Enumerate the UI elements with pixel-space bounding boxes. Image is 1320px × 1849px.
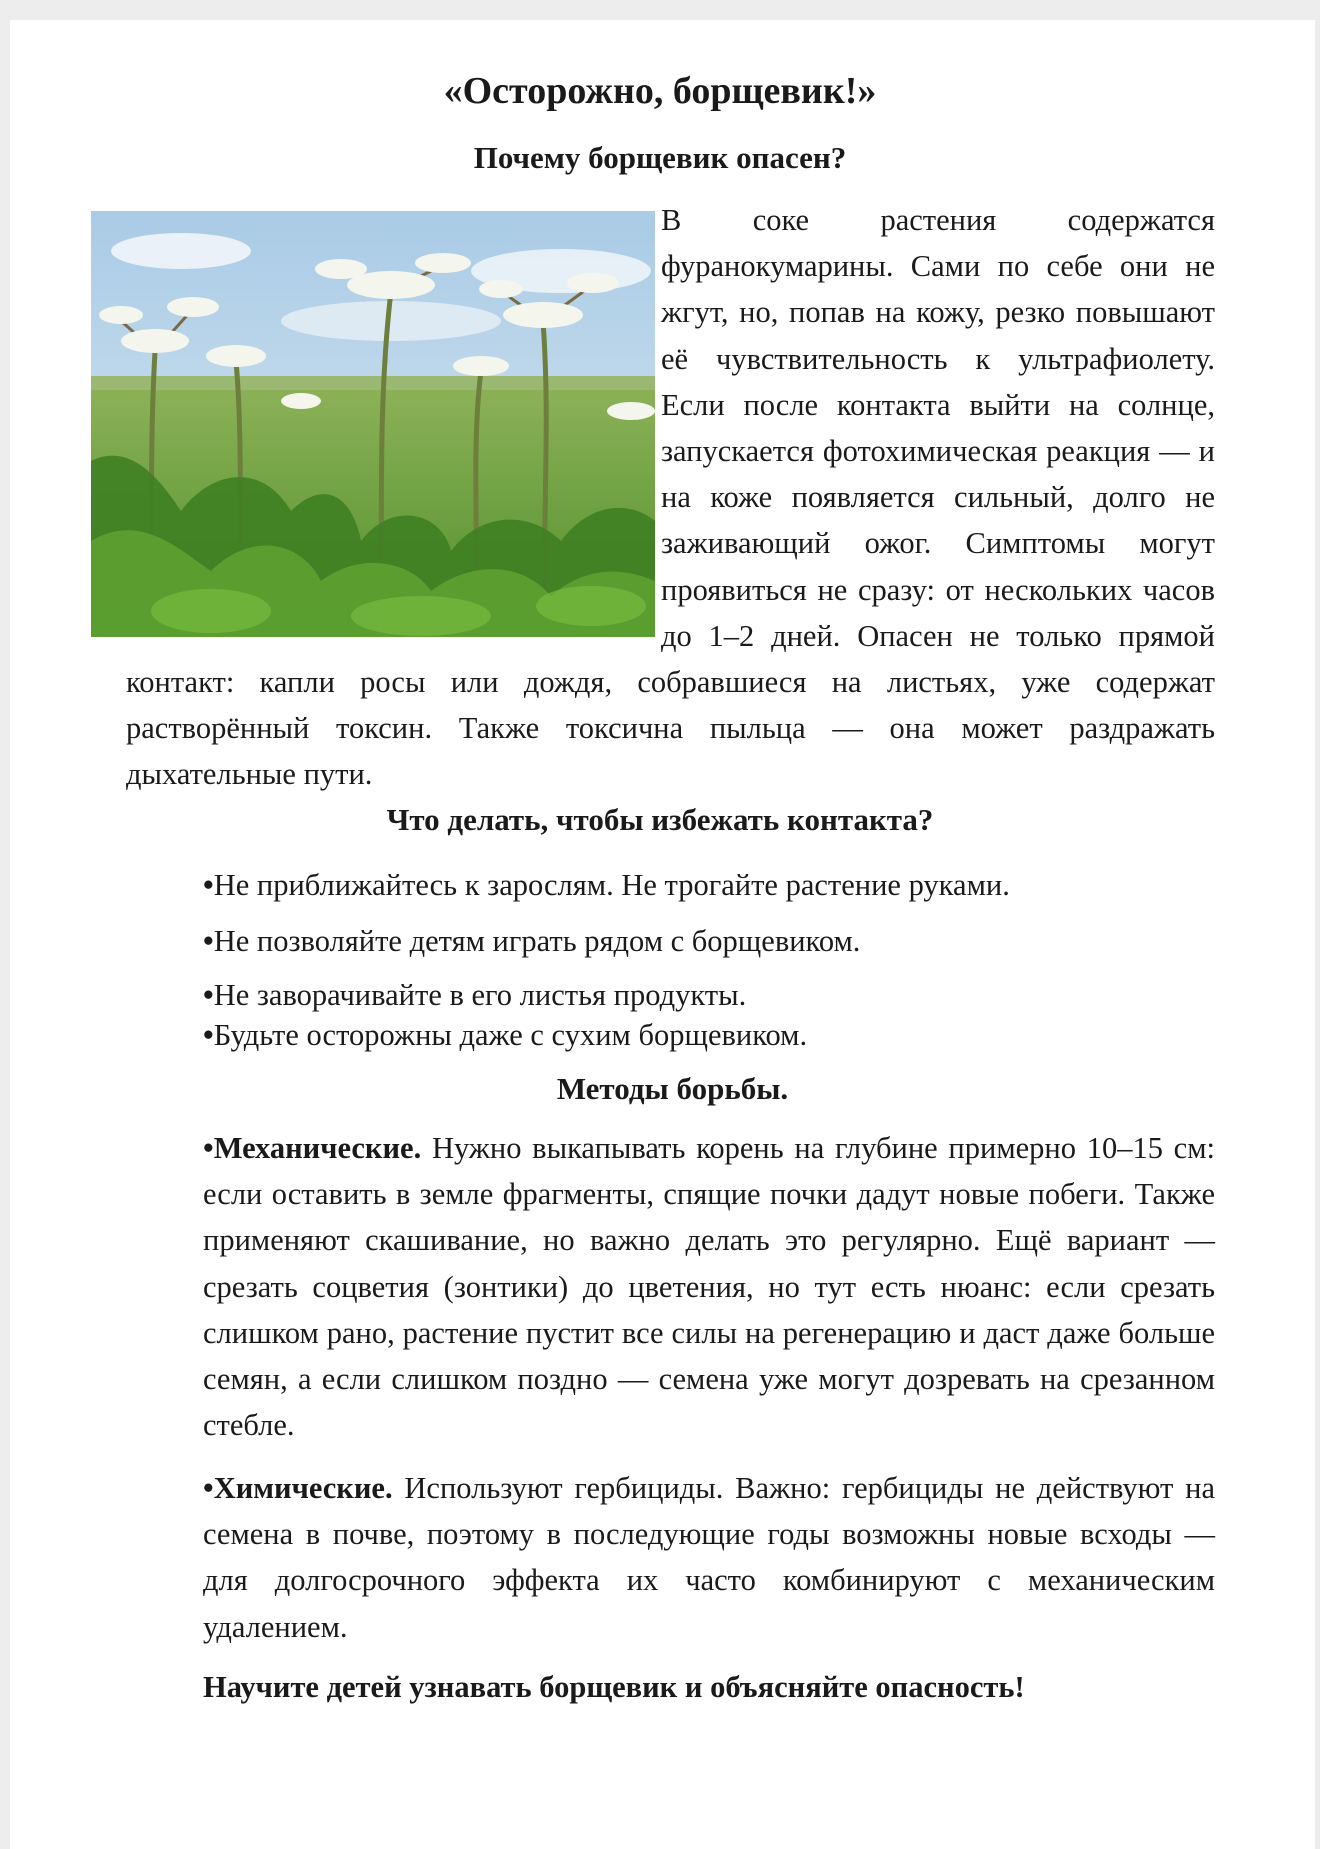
bullet-icon: • <box>203 1131 214 1165</box>
bullet-icon: • <box>203 1018 214 1052</box>
heading-avoid-contact: Что делать, чтобы избежать контакта? <box>386 802 934 837</box>
intro-paragraph <box>126 197 1215 798</box>
heading-why-dangerous: Почему борщевик опасен? <box>473 140 847 175</box>
method-mechanical-title: Механические. <box>213 1131 422 1165</box>
method-mechanical-text: Нужно выкапывать корень на глубине примерно 10–15 см: если оставить в земле фрагменты, спящие почки дадут новые побеги. Также применяют скашивание, но важно делать это регулярно. Ещё вариант — срезать соцветия (зонтики) до цветения, но тут есть нюанс: если срезать слишком рано, растение пустит все силы на регенерацию и даст даже больше семян, а если слишком поздно — семена уже могут дозревать на срезанном стебле. <box>203 1131 1215 1443</box>
bullet-icon: • <box>203 868 214 902</box>
bullet-icon: • <box>203 924 214 958</box>
heading-methods: Методы борьбы. <box>556 1071 789 1106</box>
document-title: «Осторожно, борщевик!» <box>443 70 877 112</box>
safety-tip <box>203 1012 1223 1058</box>
intro-text: В соке растения содержатся фуранокумарины. Сами по себе они не жгут, но, попав на кожу, резко повышают её чувствительность к ультрафиолету. Если после контакта выйти на солнце, запускается фотохимическая реакция — и на коже появляется сильный, долго не заживающий ожог. Симптомы могут проявиться не сразу: от нескольких часов до 1–2 дней. Опасен не только прямой контакт: капли росы или дождя, собравшиеся на листьях, уже содержат растворённый токсин. Также токсична пыльца — она может раздражать дыхательные пути. <box>126 203 1215 792</box>
method-chemical <box>203 1465 1215 1650</box>
bullet-icon: • <box>203 978 214 1012</box>
safety-tips-list <box>203 862 1223 1058</box>
bullet-icon: • <box>203 1471 214 1505</box>
method-mechanical <box>203 1125 1215 1448</box>
safety-tip <box>203 862 1223 908</box>
safety-tip-text: Не приближайтесь к зарослям. Не трогайте растение руками. <box>213 868 1010 902</box>
safety-tip <box>203 918 1223 964</box>
safety-tip-text: Не позволяйте детям играть рядом с борщевиком. <box>213 924 861 958</box>
method-chemical-title: Химические. <box>213 1471 393 1505</box>
closing-note: Научите детей узнавать борщевик и объясняйте опасность! <box>203 1670 1025 1704</box>
method-chemical-text: Используют гербициды. Важно: гербициды не действуют на семена в почве, поэтому в последующие годы возможны новые всходы — для долгосрочного эффекта их часто комбинируют с механическим удалением. <box>203 1471 1215 1644</box>
hogweed-photo <box>91 211 655 637</box>
safety-tip-text: Не заворачивайте в его листья продукты. <box>213 978 747 1012</box>
safety-tip-text: Будьте осторожны даже с сухим борщевиком. <box>213 1018 808 1052</box>
